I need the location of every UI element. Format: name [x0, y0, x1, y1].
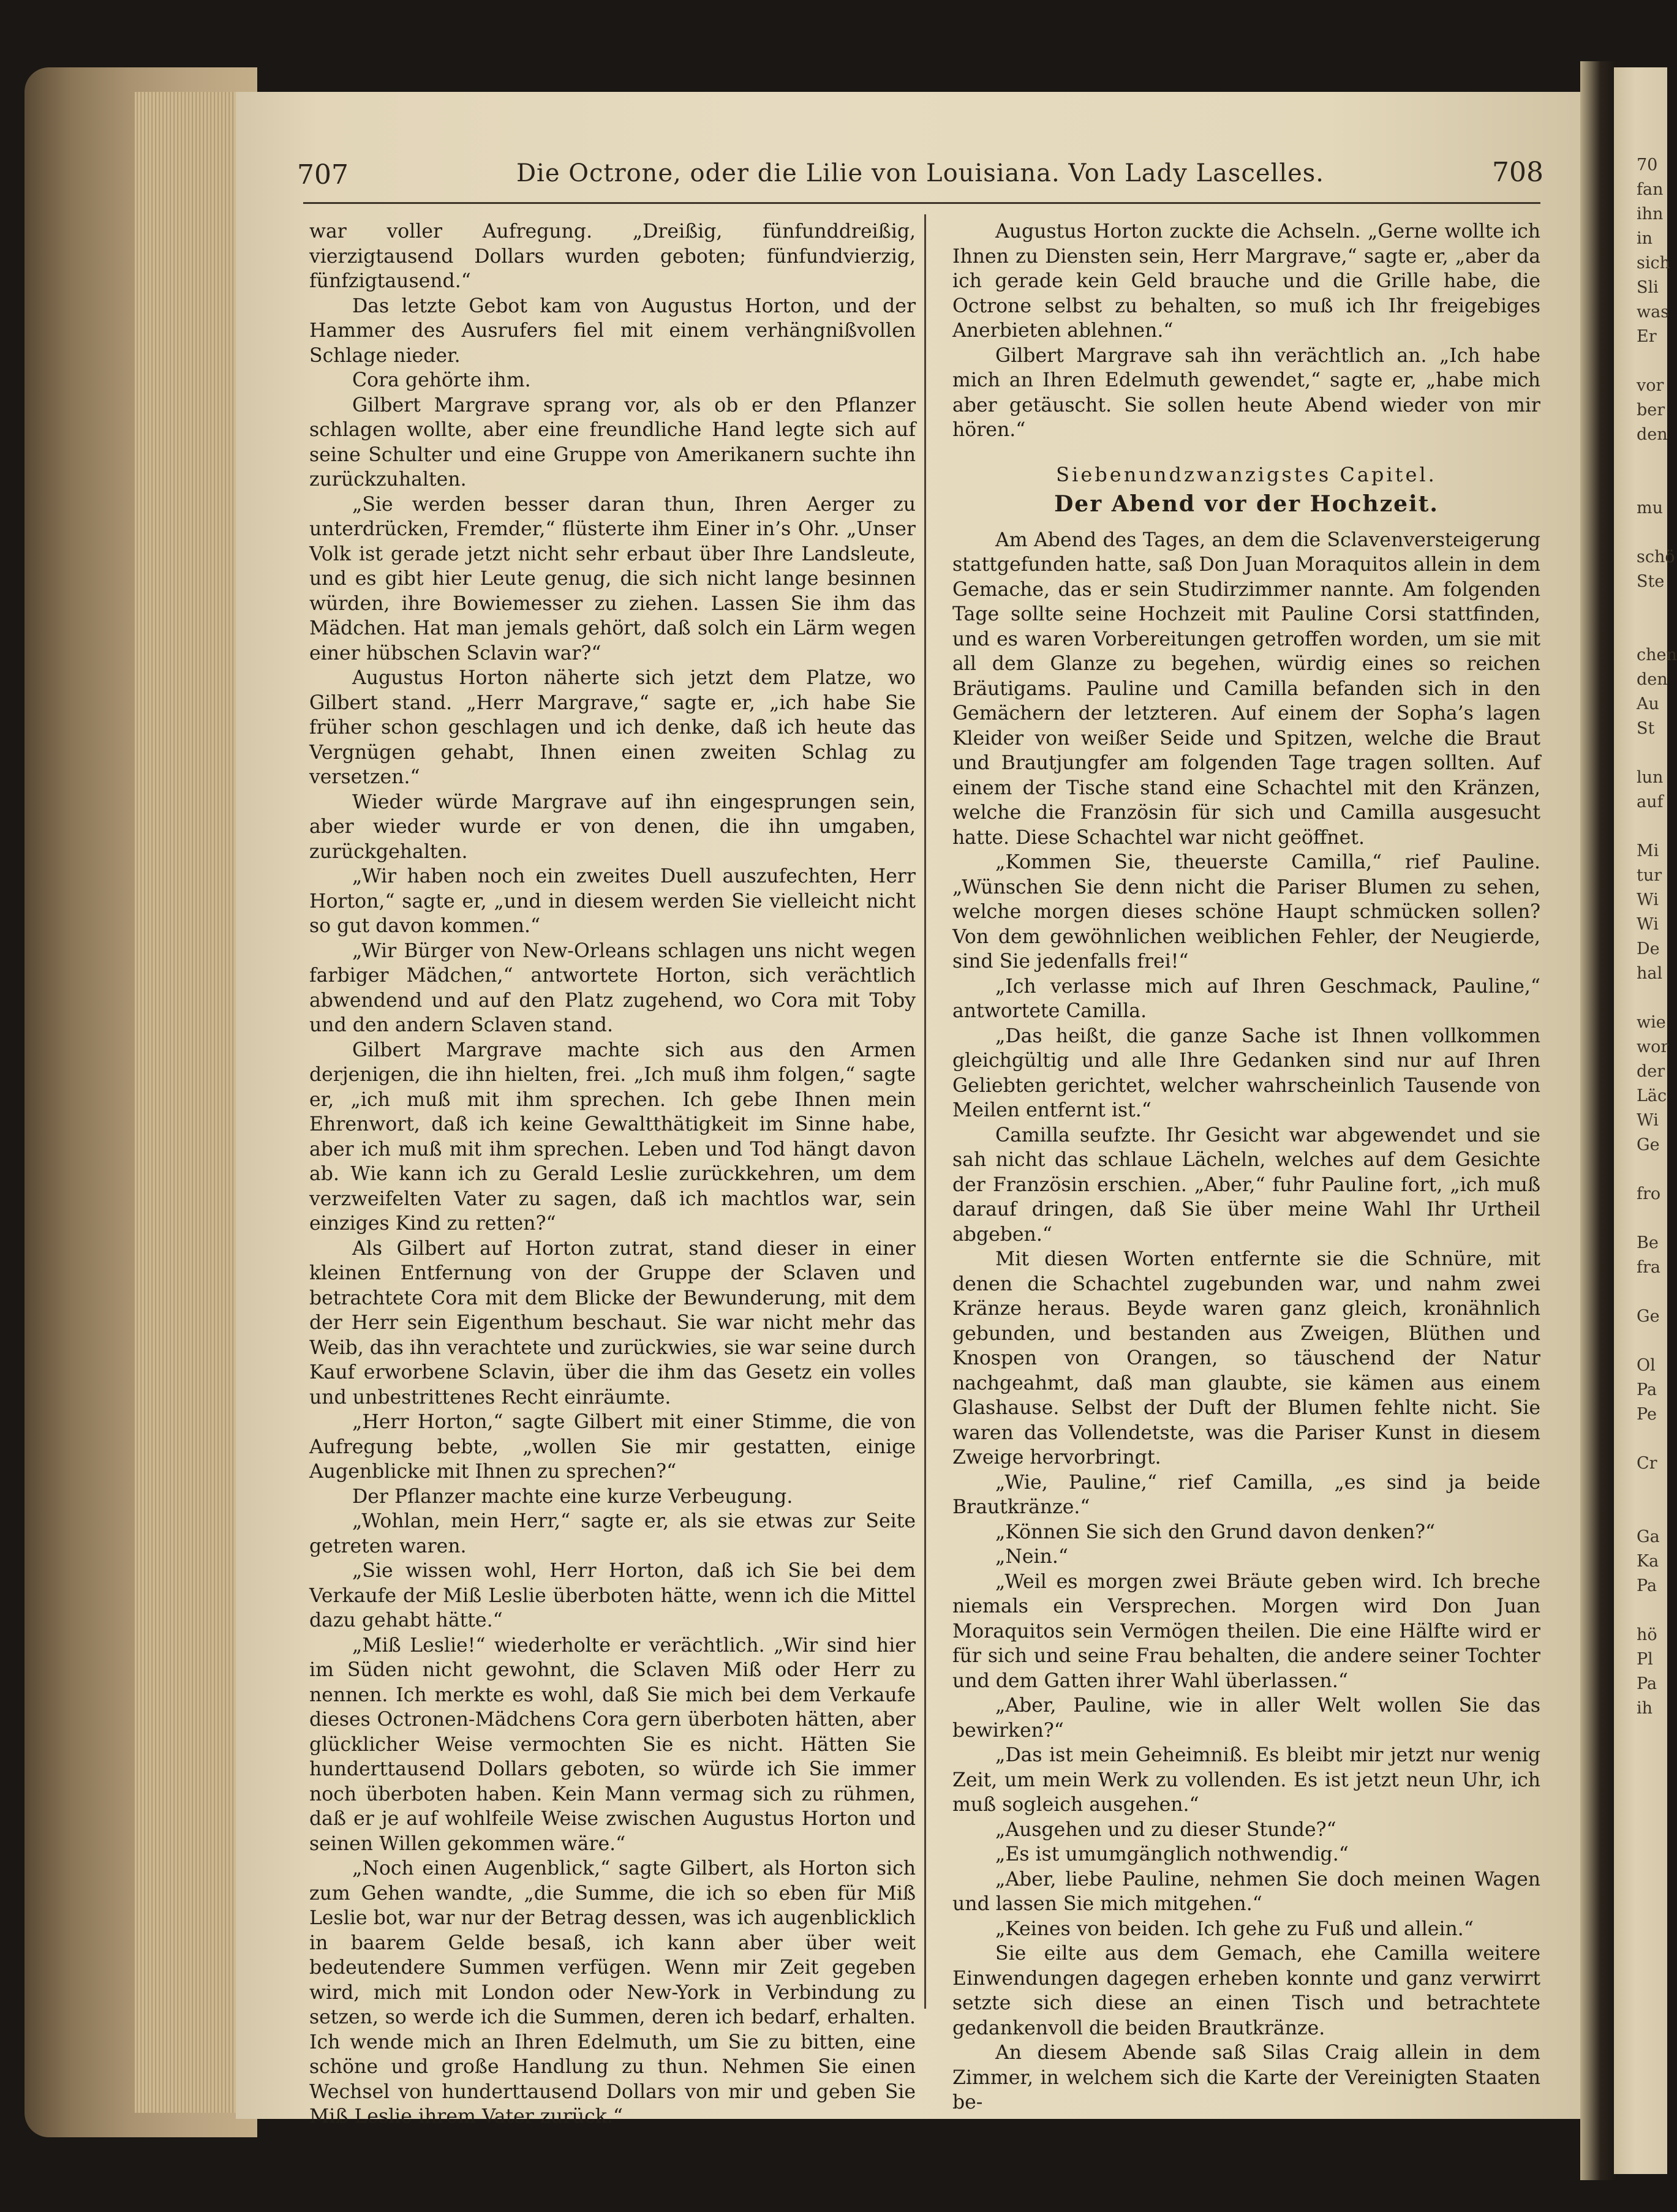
margin-fragment: ihn — [1637, 205, 1664, 224]
margin-fragment: chen — [1637, 645, 1677, 664]
paragraph: „Sie wissen wohl, Herr Horton, daß ich Sie bei dem Verkaufe der Miß Leslie überboten hätte, wenn ich die Mittel dazu gehabt hätte.“ — [309, 1560, 916, 1631]
margin-fragment: auf — [1637, 792, 1664, 811]
paragraph: „Wohlan, mein Herr,“ sagte er, als sie etwas zur Seite getreten waren. — [309, 1510, 916, 1557]
margin-fragment: De — [1637, 939, 1660, 958]
margin-fragment: schö — [1637, 547, 1675, 566]
margin-fragment — [1637, 1427, 1667, 1451]
margin-fragment: Wi — [1637, 915, 1659, 934]
paragraph: „Ich verlasse mich auf Ihren Geschmack, Pauline,“ antwortete Camilla. — [952, 975, 1540, 1022]
paragraph: „Noch einen Augenblick,“ sagte Gilbert, als Horton sich zum Gehen wandte, „die Summe, die ich so eben für Miß Leslie bot, war nur der Betrag dessen, was ich augenblicklich in baarem Gelde besaß, ich kann aber über weit bedeutendere Summen verfügen. Wenn mir Zeit gegeben wird, mich mit London oder New-York in Verbindung zu setzen, so werde ich die Summen, deren ich bedarf, erhalten. Ich wende mich an Ihren Edelmuth, um Sie zu bitten, eine schöne und große Handlung zu thun. Nehmen Sie einen Wechsel von hunderttausend Dollars von mir und geben Sie Miß Leslie ihrem Vater zurück.“ — [309, 1857, 916, 2127]
header-rule — [303, 202, 1540, 204]
margin-fragment: hö — [1637, 1625, 1657, 1644]
margin-fragment — [1637, 619, 1667, 643]
paragraph: Sie eilte aus dem Gemach, ehe Camilla weitere Einwendungen dagegen erheben konnte und ganz verwirrt setzte sich diese an einen Tisch und betrachtete gedankenvoll die beiden Brautkränze. — [952, 1943, 1540, 2039]
margin-fragment: Be — [1637, 1233, 1659, 1252]
margin-fragment — [1637, 1476, 1667, 1500]
margin-fragment — [1637, 1500, 1667, 1525]
paragraph: „Wir Bürger von New-Orleans schlagen uns nicht wegen farbiger Mädchen,“ antwortete Horton, sich verächtlich abwendend und auf den Platz zugehend, wo Cora mit Toby und den andern Sclaven stand. — [309, 939, 916, 1036]
chapter-title: Der Abend vor der Hochzeit. — [1054, 491, 1439, 517]
paragraph: „Können Sie sich den Grund davon denken?“ — [995, 1521, 1436, 1543]
paragraph: Gilbert Margrave machte sich aus den Armen derjenigen, die ihn hielten, frei. „Ich muß ihm folgen,“ sagte er, „ich muß mit ihm sprechen. Ich gebe Ihnen mein Ehrenwort, daß ich keine Gewaltthätigkeit im Sinne habe, aber ich muß mit ihm sprechen. Leben und Tod hängt davon ab. Wie kann ich zu Gerald Leslie zurückkehren, um dem verzweifelten Vater zu sagen, daß ich machtlos war, sein einziges Kind zu retten?“ — [309, 1039, 916, 1235]
paragraph: „Nein.“ — [995, 1546, 1069, 1568]
paragraph: Der Pflanzer machte eine kurze Verbeugung. — [352, 1485, 793, 1508]
paragraph: Am Abend des Tages, an dem die Sclavenversteigerung stattgefunden hatte, saß Don Juan Moraquitos allein in dem Gemache, das er sein Studirzimmer nannte. Am folgenden Tage sollte seine Hochzeit mit Pauline Corsi stattfinden, und es waren Vorbereitungen getroffen worden, um sie mit all dem Glanze zu begehen, würdig eines so reichen Bräutigams. Pauline und Camilla befanden sich in den Gemächern der letzteren. Auf einem der Sopha’s lagen Kleider von weißer Seide und Spitzen, welche die Braut und Brautjungfer am folgenden Tage tragen sollten. Auf einem der Tische stand eine Schachtel mit den Kränzen, welche die Französin für sich und Camilla ausgesucht hatte. Diese Schachtel war nicht geöffnet. — [952, 529, 1540, 849]
margin-fragment: fro — [1637, 1184, 1661, 1203]
running-title: Die Octrone, oder die Lilie von Louisiana. Von Lady Lascelles. — [516, 159, 1325, 187]
paragraph: „Wie, Pauline,“ rief Camilla, „es sind ja beide Brautkränze.“ — [952, 1471, 1540, 1518]
margin-fragment — [1637, 447, 1667, 472]
margin-fragment: fra — [1637, 1258, 1660, 1277]
paragraph: Cora gehörte ihm. — [352, 369, 531, 391]
paragraph: Augustus Horton zuckte die Achseln. „Gerne wollte ich Ihnen zu Diensten sein, Herr Margrave,“ sagte er, „aber da ich gerade kein Geld brauche und die Grille habe, die Octrone selbst zu behalten, so muß ich Ihr freigebiges Anerbieten ablehnen.“ — [952, 220, 1540, 342]
paragraph: „Wir haben noch ein zweites Duell auszufechten, Herr Horton,“ sagte er, „und in diesem werden Sie vielleicht nicht so gut davon kommen.“ — [309, 865, 916, 937]
paragraph: war voller Aufregung. „Dreißig, fünfunddreißig, vierzigtausend Dollars wurden geboten; fünfundvierzig, fünfzigtausend.“ — [309, 220, 916, 292]
margin-fragment — [1637, 1598, 1667, 1623]
margin-fragment — [1637, 521, 1667, 545]
margin-fragment — [1637, 741, 1667, 766]
page-header — [297, 154, 1543, 191]
book-gutter — [1580, 61, 1617, 2180]
page-number-right: 708 — [1492, 157, 1543, 188]
margin-fragment: Läc — [1637, 1086, 1667, 1105]
margin-fragment: ih — [1637, 1699, 1653, 1718]
paragraph: Gilbert Margrave sprang vor, als ob er den Pflanzer schlagen wollte, aber eine freundliche Hand legte sich auf seine Schulter und eine Gruppe von Amerikanern suchte ihn zurückzuhalten. — [309, 394, 916, 491]
margin-fragment: den — [1637, 425, 1668, 444]
paragraph: „Keines von beiden. Ich gehe zu Fuß und allein.“ — [995, 1917, 1474, 1940]
margin-fragment — [1637, 986, 1667, 1010]
margin-fragment: Pa — [1637, 1380, 1657, 1399]
margin-fragment: fan — [1637, 180, 1664, 199]
column-divider — [924, 214, 926, 2009]
margin-fragment: Wi — [1637, 1111, 1659, 1130]
margin-fragment: was — [1637, 303, 1670, 322]
paragraph: „Aber, Pauline, wie in aller Welt wollen Sie das bewirken?“ — [952, 1695, 1540, 1742]
margin-fragment: Ste — [1637, 572, 1665, 591]
page-number-left: 707 — [297, 159, 349, 190]
paragraph: „Ausgehen und zu dieser Stunde?“ — [995, 1818, 1336, 1841]
margin-fragment: wor — [1637, 1037, 1669, 1056]
margin-fragment: sich — [1637, 254, 1671, 273]
next-page-number: 70 — [1637, 156, 1658, 175]
paragraph: „Aber, liebe Pauline, nehmen Sie doch meinen Wagen und lassen Sie mich mitgehen.“ — [952, 1868, 1540, 1915]
paragraph: „Sie werden besser daran thun, Ihren Aerger zu unterdrücken, Fremder,“ flüsterte ihm Einer in’s Ohr. „Unser Volk ist gerade jetzt nicht sehr erbaut über Ihre Landsleute, und es gibt hier Leute genug, die sich nicht lange besinnen würden, ihre Bowiemesser zu ziehen. Lassen Sie ihm das Mädchen. Hat man jemals gehört, daß solch ein Lärm wegen einer hübschen Sclavin war?“ — [309, 493, 916, 664]
chapter-number: Siebenundzwanzigstes Capitel. — [1056, 462, 1437, 486]
margin-fragment: Mi — [1637, 841, 1659, 860]
paragraph: Camilla seufzte. Ihr Gesicht war abgewendet und sie sah nicht das schlaue Lächeln, welches auf dem Gesichte der Französin erschien. „Aber,“ fuhr Pauline fort, „ich muß darauf dringen, daß Sie über meine Wahl Ihr Urtheil abgeben.“ — [952, 1124, 1540, 1246]
margin-fragment: den — [1637, 670, 1668, 689]
paragraph: „Miß Leslie!“ wiederholte er verächtlich. „Wir sind hier im Süden nicht gewohnt, die Sclaven Miß oder Herr zu nennen. Ich merkte es wohl, daß Sie mich bei dem Verkaufe dieses Octronen-Mädchens Cora gern überboten hätten, aber glücklicher Weise vermochten Sie es nicht. Hätten Sie hunderttausend Dollars geboten, so würde ich Sie immer noch überboten haben. Kein Mann vermag sich zu rühmen, daß er je auf wohlfeile Weise zwischen Augustus Horton und seinen Willen gekommen wäre.“ — [309, 1634, 916, 1855]
margin-fragment — [1637, 814, 1667, 839]
paragraph: „Herr Horton,“ sagte Gilbert mit einer Stimme, die von Aufregung bebte, „wollen Sie mir gestatten, einige Augenblicke mit Ihnen zu sprechen?“ — [309, 1411, 916, 1483]
margin-fragment: St — [1637, 719, 1655, 738]
margin-fragment: Ka — [1637, 1552, 1659, 1571]
margin-fragment: wie — [1637, 1013, 1666, 1032]
paragraph: „Das heißt, die ganze Sache ist Ihnen vollkommen gleichgültig und alle Ihre Gedanken sind nur auf Ihren Geliebten gerichtet, welcher wahrscheinlich Tausende von Meilen entfernt ist.“ — [952, 1025, 1540, 1121]
right-column-before-chapter — [952, 219, 1540, 443]
margin-fragment: Ge — [1637, 1307, 1660, 1326]
margin-fragment — [1637, 594, 1667, 619]
next-page-margin-text — [1637, 153, 1677, 2174]
margin-fragment: Pe — [1637, 1405, 1657, 1424]
margin-fragment: tur — [1637, 866, 1662, 885]
paragraph: An diesem Abende saß Silas Craig allein in dem Zimmer, in welchem sich die Karte der Vereinigten Staaten be- — [952, 2042, 1540, 2113]
margin-fragment — [1637, 1206, 1667, 1231]
right-column-after-chapter — [952, 528, 1540, 2115]
margin-fragments — [1637, 178, 1677, 1721]
margin-fragment: Au — [1637, 694, 1659, 713]
margin-fragment: Pa — [1637, 1576, 1657, 1595]
margin-fragment: mu — [1637, 498, 1663, 517]
paragraph: Mit diesen Worten entfernte sie die Schnüre, mit denen die Schachtel zugebunden war, und nahm zwei Kränze heraus. Beyde waren ganz gleich, kronähnlich gebunden, und bestanden aus Zweigen, Blüthen und Knospen von Orangen, so täuschend der Natur nachgeahmt, daß man glaubte, sie kämen aus einem Glashause. Selbst der Duft der Blumen fehlte nicht. Sie waren das Vollendetste, was die Pariser Kunst in diesem Zweige hervorbringt. — [952, 1248, 1540, 1469]
margin-fragment: Pl — [1637, 1650, 1653, 1669]
right-column — [952, 219, 1540, 2113]
margin-fragment: Ge — [1637, 1135, 1660, 1154]
paragraph: Als Gilbert auf Horton zutrat, stand dieser in einer kleinen Entfernung von der Gruppe der Sclaven und betrachtete Cora mit dem Blicke der Bewunderung, mit dem der Herr sein Eigenthum beschaut. Sie war nicht mehr das Weib, das ihn verachtete und zurückwies, sie war seine durch Kauf erworbene Sclavin, über die ihm das Gesetz ein volles und unbestrittenes Recht einräumte. — [309, 1237, 916, 1409]
paragraph: Augustus Horton näherte sich jetzt dem Platze, wo Gilbert stand. „Herr Margrave,“ sagte er, „ich habe Sie früher schon geschlagen und ich denke, daß ich heute das Vergnügen gehabt, Ihnen einen zweiten Schlag zu versetzen.“ — [309, 667, 916, 788]
paragraph: „Das ist mein Geheimniß. Es bleibt mir jetzt nur wenig Zeit, um mein Werk zu vollenden. Es ist jetzt neun Uhr, ich muß sogleich ausgehen.“ — [952, 1744, 1540, 1816]
margin-fragment: ber — [1637, 401, 1665, 419]
margin-fragment — [1637, 472, 1667, 496]
margin-fragment: Wi — [1637, 890, 1659, 909]
margin-fragment: Ol — [1637, 1356, 1656, 1375]
margin-fragment — [1637, 349, 1667, 374]
left-column — [309, 219, 916, 2127]
paragraph: Das letzte Gebot kam von Augustus Horton, und der Hammer des Ausrufers fiel mit einem verhängnißvollen Schlage nieder. — [309, 295, 916, 367]
margin-fragment: vor — [1637, 376, 1664, 395]
margin-fragment: hal — [1637, 964, 1663, 983]
paragraph: „Es ist umumgänglich nothwendig.“ — [995, 1843, 1349, 1865]
margin-fragment: Cr — [1637, 1454, 1657, 1473]
paragraph: „Weil es morgen zwei Bräute geben wird. Ich breche niemals ein Versprechen. Morgen wird Don Juan Moraquitos sein Vermögen theilen. Die eine Hälfte wird er für sich und seine Frau behalten, die andere seiner Tochter und dem Gatten ihrer Wahl überlassen.“ — [952, 1570, 1540, 1692]
paragraph: Wieder würde Margrave auf ihn eingesprungen sein, aber wieder wurde er von denen, die ihn umgaben, zurückgehalten. — [309, 791, 916, 863]
margin-fragment: Sli — [1637, 278, 1659, 297]
margin-fragment — [1637, 1157, 1667, 1182]
margin-fragment: der — [1637, 1062, 1665, 1081]
margin-fragment: Ga — [1637, 1527, 1660, 1546]
margin-fragment: in — [1637, 229, 1653, 248]
margin-fragment: Pa — [1637, 1674, 1657, 1693]
paragraph: Gilbert Margrave sah ihn verächtlich an. „Ich habe mich an Ihren Edelmuth gewendet,“ sagte er, „habe mich aber getäuscht. Sie sollen heute Abend wieder von mir hören.“ — [952, 344, 1540, 441]
margin-fragment — [1637, 1280, 1667, 1304]
margin-fragment — [1637, 1329, 1667, 1353]
margin-fragment: lun — [1637, 768, 1664, 787]
page-edges — [135, 92, 245, 2113]
margin-fragment: Er — [1637, 327, 1657, 346]
paragraph: „Kommen Sie, theuerste Camilla,“ rief Pauline. „Wünschen Sie denn nicht die Pariser Blumen zu sehen, welche morgen dieses schöne Haupt schmücken sollen? Von dem gewöhnlichen weiblichen Fehler, der Neugierde, sind Sie jedenfalls frei!“ — [952, 851, 1540, 972]
